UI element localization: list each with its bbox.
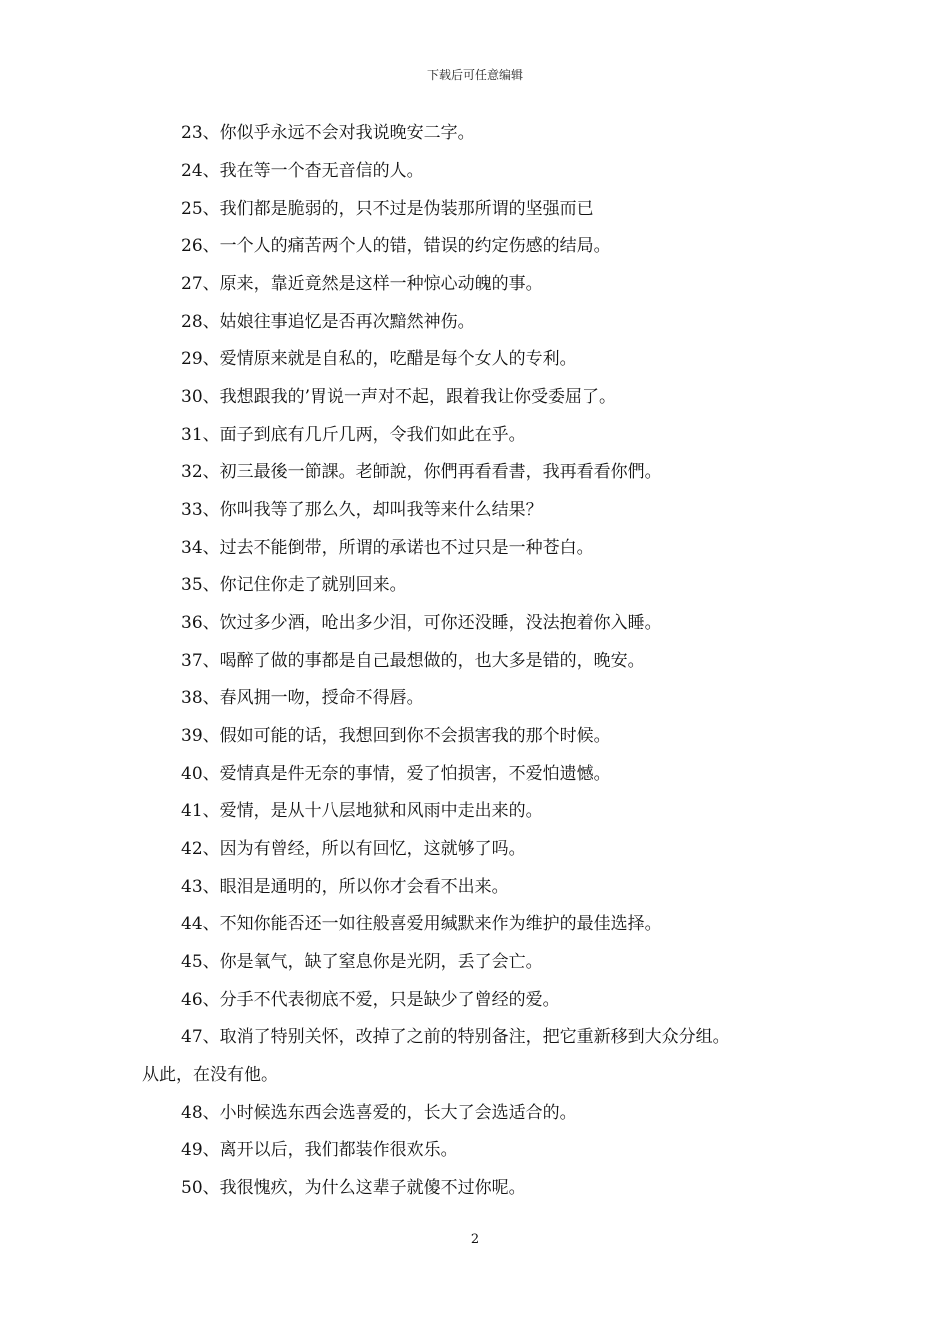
text-line: 25、我们都是脆弱的，只不过是伪装那所谓的坚强而已: [181, 199, 594, 219]
text-line: 29、爱情原来就是自私的，吃醋是每个女人的专利。: [181, 349, 577, 369]
text-line: 30、我想跟我的’胃说一声对不起，跟着我让你受委屈了。: [181, 387, 617, 407]
text-line: 42、因为有曾经，所以有回忆，这就够了吗。: [181, 839, 526, 859]
text-line: 28、姑娘往事追忆是否再次黯然神伤。: [181, 312, 475, 332]
text-line: 44、不知你能否还一如往般喜爱用缄默来作为维护的最佳选择。: [181, 914, 662, 934]
text-line: 39、假如可能的话，我想回到你不会损害我的那个时候。: [181, 726, 611, 746]
text-line: 49、离开以后，我们都装作很欢乐。: [181, 1140, 458, 1160]
page-header-note: 下载后可任意编辑: [426, 68, 523, 82]
text-line: 43、眼泪是通明的，所以你才会看不出来。: [181, 877, 509, 897]
text-line: 32、初三最後一節課。老師說，你們再看看書，我再看看你們。: [181, 462, 662, 482]
text-line: 45、你是氧气，缺了窒息你是光阴，丢了会亡。: [181, 952, 543, 972]
text-line: 24、我在等一个杳无音信的人。: [181, 161, 424, 181]
text-line: 27、原来，靠近竟然是这样一种惊心动魄的事。: [181, 274, 543, 294]
text-line: 47、取消了特别关怀，改掉了之前的特别备注，把它重新移到大众分组。: [181, 1027, 730, 1047]
text-line: 40、爱情真是件无奈的事情，爱了怕损害，不爱怕遗憾。: [181, 764, 611, 784]
text-line: 31、面子到底有几斤几两，令我们如此在乎。: [181, 425, 526, 445]
text-line: 33、你叫我等了那么久，却叫我等来什么结果？: [181, 500, 543, 520]
text-line-continuation: 从此，在没有他。: [142, 1065, 278, 1085]
text-line: 26、一个人的痛苦两个人的错，错误的约定伤感的结局。: [181, 236, 611, 256]
text-line: 36、饮过多少酒，呛出多少泪，可你还没睡，没法抱着你入睡。: [181, 613, 662, 633]
text-line: 35、你记住你走了就别回来。: [181, 575, 407, 595]
page-number: 2: [470, 1232, 480, 1247]
text-line: 34、过去不能倒带，所谓的承诺也不过只是一种苍白。: [181, 538, 594, 558]
text-line: 38、春风拥一吻，授命不得唇。: [181, 688, 424, 708]
text-line: 48、小时候选东西会选喜爱的，长大了会选适合的。: [181, 1103, 577, 1123]
text-line: 50、我很愧疚，为什么这辈子就傻不过你呢。: [181, 1178, 526, 1198]
text-line: 41、爱情，是从十八层地狱和风雨中走出来的。: [181, 801, 543, 821]
text-line: 46、分手不代表彻底不爱，只是缺少了曾经的爱。: [181, 990, 560, 1010]
text-line: 23、你似乎永远不会对我说晚安二字。: [181, 123, 475, 143]
text-line: 37、喝醉了做的事都是自己最想做的，也大多是错的，晚安。: [181, 651, 645, 671]
